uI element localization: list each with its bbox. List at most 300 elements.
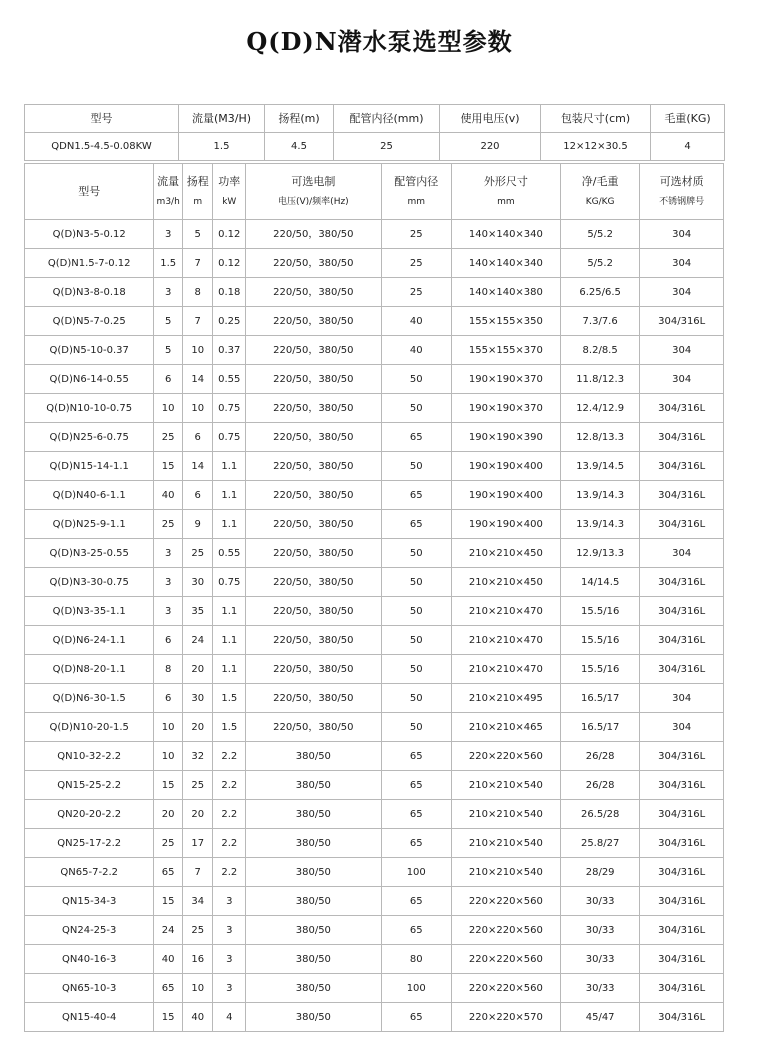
weight-cell: 30/33 — [560, 887, 639, 916]
head-cell: 20 — [182, 713, 213, 742]
model-cell: Q(D)N6-24-1.1 — [25, 626, 154, 655]
flow-cell: 3 — [154, 568, 183, 597]
material-cell: 304 — [640, 713, 724, 742]
flow-cell: 15 — [154, 887, 183, 916]
header-unit: 不锈钢牌号 — [659, 196, 705, 207]
material-cell: 304 — [640, 539, 724, 568]
table-row — [25, 278, 724, 307]
table-row — [25, 713, 724, 742]
table-row — [25, 365, 724, 394]
model-cell: Q(D)N10-20-1.5 — [25, 713, 154, 742]
pipe-cell: 65 — [381, 800, 451, 829]
voltage-cell: 220/50，380/50 — [246, 510, 382, 539]
header-pipe — [381, 164, 451, 220]
flow-cell: 3 — [154, 220, 183, 249]
head-cell: 9 — [182, 510, 213, 539]
voltage-cell: 220/50，380/50 — [246, 249, 382, 278]
size-cell: 155×155×350 — [451, 307, 560, 336]
size-cell: 220×220×560 — [451, 945, 560, 974]
head-cell: 6 — [182, 423, 213, 452]
header-label: 功率 — [218, 174, 241, 188]
flow-cell: 3 — [154, 597, 183, 626]
head-cell: 16 — [182, 945, 213, 974]
table-row — [25, 626, 724, 655]
pipe-cell: 65 — [381, 771, 451, 800]
head-cell: 20 — [182, 655, 213, 684]
table-row — [25, 539, 724, 568]
table-cell: 4 — [651, 133, 725, 161]
flow-cell: 6 — [154, 626, 183, 655]
header-unit: kW — [222, 196, 237, 207]
head-cell: 34 — [182, 887, 213, 916]
pipe-cell: 50 — [381, 365, 451, 394]
voltage-cell: 220/50，380/50 — [246, 713, 382, 742]
flow-cell: 25 — [154, 829, 183, 858]
header-cell: 包装尺寸(cm) — [541, 105, 651, 133]
weight-cell: 5/5.2 — [560, 220, 639, 249]
header-cell: 配管内径(mm) — [334, 105, 440, 133]
flow-cell: 6 — [154, 365, 183, 394]
size-cell: 190×190×400 — [451, 452, 560, 481]
size-cell: 155×155×370 — [451, 336, 560, 365]
voltage-cell: 220/50，380/50 — [246, 278, 382, 307]
header-label: 净/毛重 — [581, 174, 619, 188]
pipe-cell: 65 — [381, 423, 451, 452]
weight-cell: 15.5/16 — [560, 597, 639, 626]
material-cell: 304/316L — [640, 655, 724, 684]
pipe-cell: 65 — [381, 887, 451, 916]
weight-cell: 5/5.2 — [560, 249, 639, 278]
head-cell: 25 — [182, 771, 213, 800]
pipe-cell: 65 — [381, 1003, 451, 1032]
header-cell: 流量(M3/H) — [179, 105, 265, 133]
weight-cell: 15.5/16 — [560, 655, 639, 684]
table-row — [25, 510, 724, 539]
head-cell: 5 — [182, 220, 213, 249]
power-cell: 2.2 — [213, 858, 246, 887]
model-cell: Q(D)N3-8-0.18 — [25, 278, 154, 307]
pipe-cell: 100 — [381, 974, 451, 1003]
pipe-cell: 65 — [381, 481, 451, 510]
weight-cell: 30/33 — [560, 974, 639, 1003]
pump-spec-table — [24, 163, 724, 1032]
table-row — [25, 974, 724, 1003]
power-cell: 3 — [213, 945, 246, 974]
header-cell: 型号 — [25, 105, 179, 133]
voltage-cell: 220/50，380/50 — [246, 568, 382, 597]
table-row — [25, 945, 724, 974]
flow-cell: 5 — [154, 336, 183, 365]
model-cell: Q(D)N40-6-1.1 — [25, 481, 154, 510]
power-cell: 1.1 — [213, 655, 246, 684]
weight-cell: 28/29 — [560, 858, 639, 887]
voltage-cell: 380/50 — [246, 800, 382, 829]
table-row — [25, 423, 724, 452]
voltage-cell: 220/50，380/50 — [246, 423, 382, 452]
material-cell: 304 — [640, 220, 724, 249]
power-cell: 1.1 — [213, 452, 246, 481]
head-cell: 7 — [182, 858, 213, 887]
table-row — [25, 336, 724, 365]
flow-cell: 3 — [154, 539, 183, 568]
table-cell: QDN1.5-4.5-0.08KW — [25, 133, 179, 161]
flow-cell: 8 — [154, 655, 183, 684]
flow-cell: 1.5 — [154, 249, 183, 278]
flow-cell: 5 — [154, 307, 183, 336]
head-cell: 8 — [182, 278, 213, 307]
pipe-cell: 80 — [381, 945, 451, 974]
pipe-cell: 65 — [381, 742, 451, 771]
voltage-cell: 220/50，380/50 — [246, 481, 382, 510]
table-cell: 220 — [440, 133, 541, 161]
header-unit: 电压(V)/频率(Hz) — [277, 196, 349, 207]
power-cell: 1.1 — [213, 597, 246, 626]
size-cell: 210×210×450 — [451, 568, 560, 597]
material-cell: 304/316L — [640, 394, 724, 423]
material-cell: 304 — [640, 336, 724, 365]
head-cell: 30 — [182, 568, 213, 597]
material-cell: 304/316L — [640, 887, 724, 916]
header-label: 配管内径 — [394, 174, 439, 188]
flow-cell: 20 — [154, 800, 183, 829]
header-label: 流量 — [157, 174, 180, 188]
model-cell: Q(D)N5-10-0.37 — [25, 336, 154, 365]
header-head — [182, 164, 213, 220]
size-cell: 210×210×450 — [451, 539, 560, 568]
flow-cell: 15 — [154, 1003, 183, 1032]
model-cell: QN15-25-2.2 — [25, 771, 154, 800]
header-unit: m — [193, 196, 203, 207]
head-cell: 14 — [182, 452, 213, 481]
material-cell: 304/316L — [640, 916, 724, 945]
model-cell: Q(D)N3-25-0.55 — [25, 539, 154, 568]
material-cell: 304/316L — [640, 423, 724, 452]
size-cell: 140×140×380 — [451, 278, 560, 307]
header-flow — [154, 164, 183, 220]
weight-cell: 15.5/16 — [560, 626, 639, 655]
table-cell: 1.5 — [179, 133, 265, 161]
model-cell: Q(D)N8-20-1.1 — [25, 655, 154, 684]
pipe-cell: 100 — [381, 858, 451, 887]
voltage-cell: 220/50，380/50 — [246, 452, 382, 481]
weight-cell: 8.2/8.5 — [560, 336, 639, 365]
pipe-cell: 65 — [381, 510, 451, 539]
power-cell: 4 — [213, 1003, 246, 1032]
model-cell: Q(D)N1.5-7-0.12 — [25, 249, 154, 278]
voltage-cell: 380/50 — [246, 742, 382, 771]
material-cell: 304 — [640, 278, 724, 307]
model-cell: QN15-40-4 — [25, 1003, 154, 1032]
pipe-cell: 65 — [381, 829, 451, 858]
weight-cell: 12.4/12.9 — [560, 394, 639, 423]
header-unit: m3/h — [156, 196, 180, 207]
head-cell: 6 — [182, 481, 213, 510]
size-cell: 190×190×370 — [451, 394, 560, 423]
size-cell: 220×220×560 — [451, 887, 560, 916]
table-header-row — [25, 164, 724, 220]
table-row — [25, 771, 724, 800]
head-cell: 10 — [182, 974, 213, 1003]
pipe-cell: 50 — [381, 713, 451, 742]
table-row — [25, 742, 724, 771]
head-cell: 17 — [182, 829, 213, 858]
material-cell: 304/316L — [640, 510, 724, 539]
pipe-cell: 50 — [381, 684, 451, 713]
size-cell: 220×220×560 — [451, 916, 560, 945]
flow-cell: 65 — [154, 858, 183, 887]
pipe-cell: 25 — [381, 220, 451, 249]
header-power — [213, 164, 246, 220]
size-cell: 210×210×465 — [451, 713, 560, 742]
size-cell: 140×140×340 — [451, 220, 560, 249]
pipe-cell: 50 — [381, 626, 451, 655]
header-size — [451, 164, 560, 220]
header-unit: KG/KG — [585, 196, 615, 207]
page-title: Q(D)N潜水泵选型参数 — [246, 27, 513, 56]
material-cell: 304/316L — [640, 800, 724, 829]
power-cell: 0.75 — [213, 568, 246, 597]
flow-cell: 10 — [154, 713, 183, 742]
single-phase-pump-table — [24, 104, 725, 161]
voltage-cell: 220/50，380/50 — [246, 655, 382, 684]
header-weight — [560, 164, 639, 220]
head-cell: 40 — [182, 1003, 213, 1032]
header-label: 扬程 — [186, 174, 209, 188]
voltage-cell: 220/50，380/50 — [246, 394, 382, 423]
table-row — [25, 916, 724, 945]
power-cell: 0.12 — [213, 220, 246, 249]
head-cell: 35 — [182, 597, 213, 626]
material-cell: 304 — [640, 365, 724, 394]
model-cell: Q(D)N6-14-0.55 — [25, 365, 154, 394]
power-cell: 1.5 — [213, 684, 246, 713]
head-cell: 7 — [182, 249, 213, 278]
flow-cell: 25 — [154, 423, 183, 452]
power-cell: 2.2 — [213, 829, 246, 858]
head-cell: 10 — [182, 336, 213, 365]
weight-cell: 11.8/12.3 — [560, 365, 639, 394]
header-cell: 使用电压(v) — [440, 105, 541, 133]
material-cell: 304/316L — [640, 452, 724, 481]
power-cell: 2.2 — [213, 771, 246, 800]
model-cell: QN25-17-2.2 — [25, 829, 154, 858]
model-cell: QN20-20-2.2 — [25, 800, 154, 829]
table-row — [25, 307, 724, 336]
voltage-cell: 220/50，380/50 — [246, 626, 382, 655]
header-cell: 扬程(m) — [265, 105, 334, 133]
power-cell: 0.55 — [213, 539, 246, 568]
voltage-cell: 380/50 — [246, 1003, 382, 1032]
voltage-cell: 380/50 — [246, 887, 382, 916]
flow-cell: 3 — [154, 278, 183, 307]
weight-cell: 14/14.5 — [560, 568, 639, 597]
material-cell: 304/316L — [640, 858, 724, 887]
voltage-cell: 380/50 — [246, 771, 382, 800]
table-row — [25, 800, 724, 829]
power-cell: 0.75 — [213, 394, 246, 423]
voltage-cell: 220/50，380/50 — [246, 336, 382, 365]
flow-cell: 24 — [154, 916, 183, 945]
header-label: 可选材质 — [659, 174, 704, 188]
table-row — [25, 133, 725, 161]
flow-cell: 15 — [154, 771, 183, 800]
model-cell: Q(D)N3-5-0.12 — [25, 220, 154, 249]
voltage-cell: 220/50，380/50 — [246, 220, 382, 249]
flow-cell: 10 — [154, 742, 183, 771]
model-cell: Q(D)N3-30-0.75 — [25, 568, 154, 597]
weight-cell: 6.25/6.5 — [560, 278, 639, 307]
weight-cell: 13.9/14.3 — [560, 481, 639, 510]
model-cell: QN10-32-2.2 — [25, 742, 154, 771]
weight-cell: 26/28 — [560, 742, 639, 771]
header-model: 型号 — [25, 164, 154, 220]
pipe-cell: 40 — [381, 336, 451, 365]
weight-cell: 26.5/28 — [560, 800, 639, 829]
size-cell: 220×220×560 — [451, 742, 560, 771]
model-cell: QN65-7-2.2 — [25, 858, 154, 887]
power-cell: 2.2 — [213, 742, 246, 771]
weight-cell: 26/28 — [560, 771, 639, 800]
pipe-cell: 25 — [381, 249, 451, 278]
power-cell: 1.1 — [213, 481, 246, 510]
weight-cell: 7.3/7.6 — [560, 307, 639, 336]
head-cell: 25 — [182, 539, 213, 568]
header-unit: mm — [497, 196, 515, 207]
weight-cell: 25.8/27 — [560, 829, 639, 858]
voltage-cell: 380/50 — [246, 916, 382, 945]
flow-cell: 10 — [154, 394, 183, 423]
weight-cell: 12.8/13.3 — [560, 423, 639, 452]
material-cell: 304 — [640, 684, 724, 713]
size-cell: 190×190×400 — [451, 481, 560, 510]
header-unit: mm — [407, 196, 426, 207]
model-cell: Q(D)N6-30-1.5 — [25, 684, 154, 713]
power-cell: 0.18 — [213, 278, 246, 307]
weight-cell: 30/33 — [560, 945, 639, 974]
voltage-cell: 220/50，380/50 — [246, 684, 382, 713]
voltage-cell: 380/50 — [246, 829, 382, 858]
material-cell: 304 — [640, 249, 724, 278]
header-label: 外形尺寸 — [483, 174, 528, 188]
size-cell: 210×210×495 — [451, 684, 560, 713]
pipe-cell: 50 — [381, 597, 451, 626]
pipe-cell: 40 — [381, 307, 451, 336]
power-cell: 1.1 — [213, 510, 246, 539]
material-cell: 304/316L — [640, 568, 724, 597]
material-cell: 304/316L — [640, 597, 724, 626]
size-cell: 140×140×340 — [451, 249, 560, 278]
voltage-cell: 220/50，380/50 — [246, 597, 382, 626]
flow-cell: 65 — [154, 974, 183, 1003]
flow-cell: 6 — [154, 684, 183, 713]
header-voltage — [246, 164, 382, 220]
material-cell: 304/316L — [640, 742, 724, 771]
power-cell: 3 — [213, 916, 246, 945]
size-cell: 210×210×540 — [451, 829, 560, 858]
weight-cell: 16.5/17 — [560, 684, 639, 713]
table-row — [25, 597, 724, 626]
table-cell: 25 — [334, 133, 440, 161]
header-label: 可选电制 — [291, 174, 336, 188]
table-cell: 12×12×30.5 — [541, 133, 651, 161]
material-cell: 304/316L — [640, 829, 724, 858]
material-cell: 304/316L — [640, 974, 724, 1003]
material-cell: 304/316L — [640, 626, 724, 655]
table-row — [25, 394, 724, 423]
weight-cell: 13.9/14.3 — [560, 510, 639, 539]
pipe-cell: 25 — [381, 278, 451, 307]
head-cell: 20 — [182, 800, 213, 829]
weight-cell: 12.9/13.3 — [560, 539, 639, 568]
voltage-cell: 220/50，380/50 — [246, 307, 382, 336]
model-cell: Q(D)N25-6-0.75 — [25, 423, 154, 452]
size-cell: 220×220×560 — [451, 974, 560, 1003]
size-cell: 210×210×540 — [451, 771, 560, 800]
weight-cell: 45/47 — [560, 1003, 639, 1032]
size-cell: 190×190×390 — [451, 423, 560, 452]
head-cell: 10 — [182, 394, 213, 423]
power-cell: 0.25 — [213, 307, 246, 336]
header-cell: 毛重(KG) — [651, 105, 725, 133]
table-cell: 4.5 — [265, 133, 334, 161]
material-cell: 304/316L — [640, 307, 724, 336]
pipe-cell: 50 — [381, 655, 451, 684]
power-cell: 0.37 — [213, 336, 246, 365]
model-cell: Q(D)N5-7-0.25 — [25, 307, 154, 336]
head-cell: 14 — [182, 365, 213, 394]
table-row — [25, 655, 724, 684]
model-cell: Q(D)N25-9-1.1 — [25, 510, 154, 539]
size-cell: 190×190×400 — [451, 510, 560, 539]
head-cell: 25 — [182, 916, 213, 945]
power-cell: 0.12 — [213, 249, 246, 278]
voltage-cell: 380/50 — [246, 945, 382, 974]
table-row — [25, 568, 724, 597]
head-cell: 32 — [182, 742, 213, 771]
size-cell: 220×220×570 — [451, 1003, 560, 1032]
flow-cell: 15 — [154, 452, 183, 481]
size-cell: 210×210×470 — [451, 626, 560, 655]
model-cell: QN24-25-3 — [25, 916, 154, 945]
table-row — [25, 249, 724, 278]
power-cell: 2.2 — [213, 800, 246, 829]
power-cell: 1.5 — [213, 713, 246, 742]
head-cell: 7 — [182, 307, 213, 336]
pipe-cell: 50 — [381, 539, 451, 568]
table-row — [25, 887, 724, 916]
power-cell: 0.55 — [213, 365, 246, 394]
weight-cell: 30/33 — [560, 916, 639, 945]
head-cell: 30 — [182, 684, 213, 713]
voltage-cell: 220/50，380/50 — [246, 539, 382, 568]
flow-cell: 40 — [154, 481, 183, 510]
flow-cell: 40 — [154, 945, 183, 974]
model-cell: Q(D)N10-10-0.75 — [25, 394, 154, 423]
material-cell: 304/316L — [640, 771, 724, 800]
model-cell: Q(D)N3-35-1.1 — [25, 597, 154, 626]
material-cell: 304/316L — [640, 1003, 724, 1032]
material-cell: 304/316L — [640, 481, 724, 510]
size-cell: 210×210×470 — [451, 655, 560, 684]
size-cell: 190×190×370 — [451, 365, 560, 394]
weight-cell: 13.9/14.5 — [560, 452, 639, 481]
model-cell: Q(D)N15-14-1.1 — [25, 452, 154, 481]
table-row — [25, 858, 724, 887]
table-row — [25, 452, 724, 481]
pipe-cell: 65 — [381, 916, 451, 945]
weight-cell: 16.5/17 — [560, 713, 639, 742]
table-row — [25, 829, 724, 858]
